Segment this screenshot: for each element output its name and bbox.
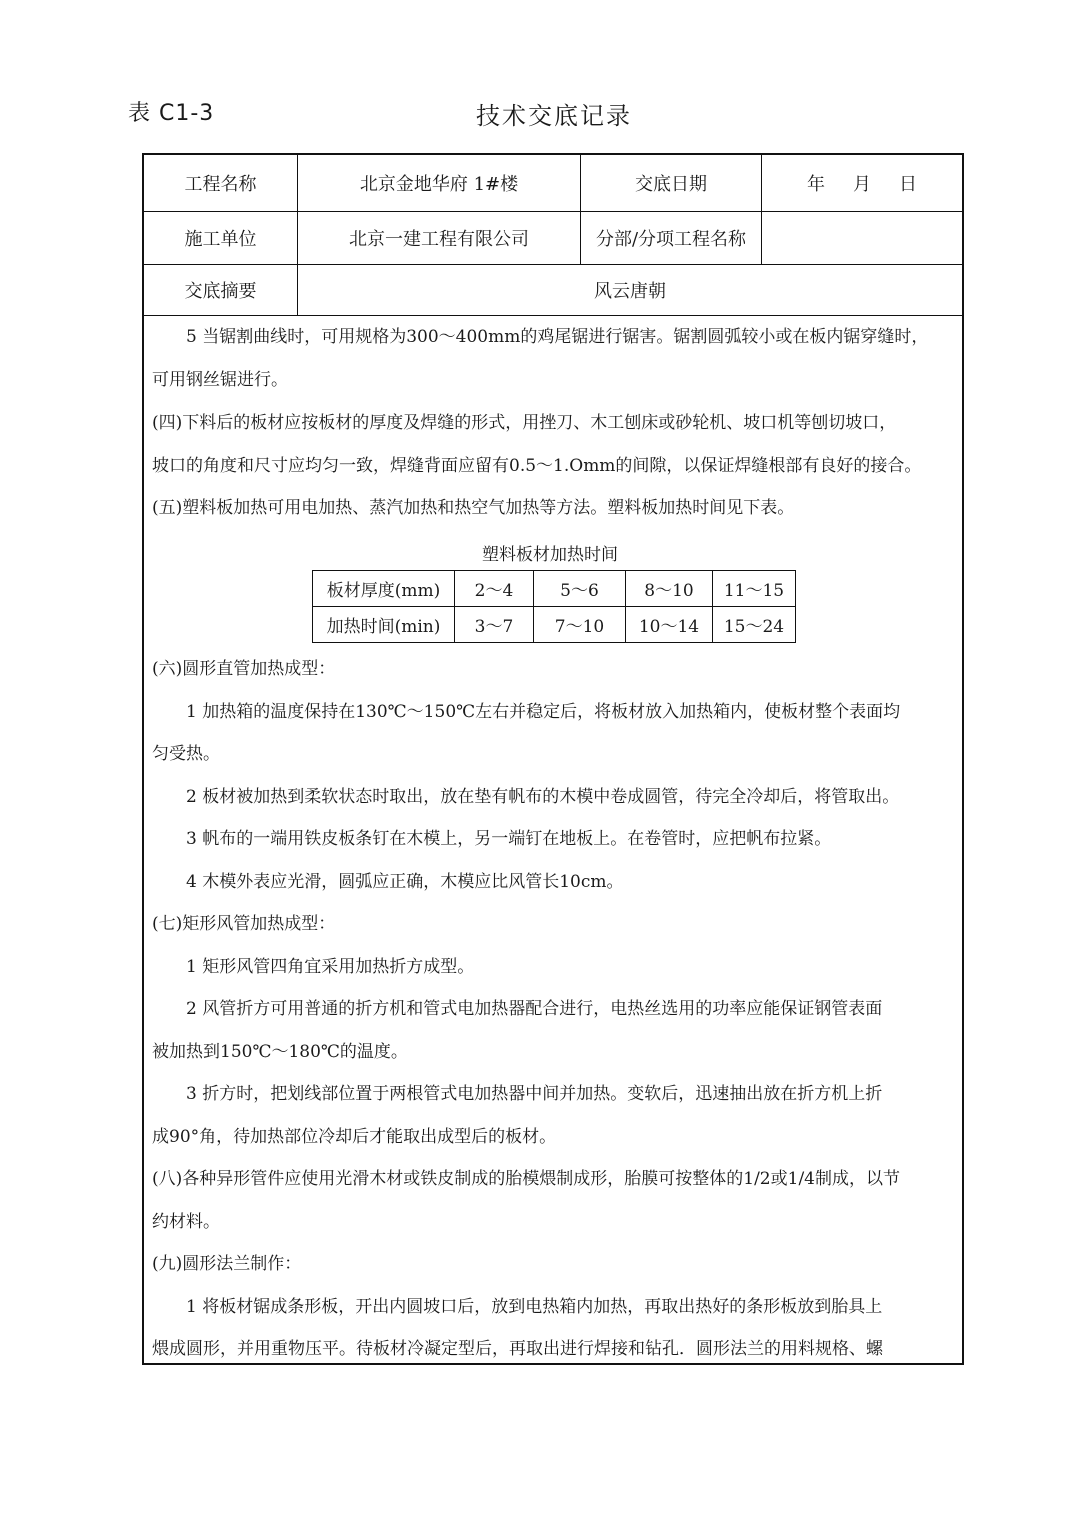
paragraph: 2 风管折方可用普通的折方机和管式电加热器配合进行，电热丝选用的功率应能保证钢管表面 — [186, 999, 883, 1019]
table-cell: 11～15 — [713, 571, 796, 607]
date-label: 交底日期 — [581, 155, 762, 211]
paragraph: 可用钢丝锯进行。 — [152, 370, 288, 390]
table-cell: 15～24 — [713, 607, 796, 643]
paragraph: 4 木模外表应光滑，圆弧应正确，木模应比风管长10cm。 — [186, 872, 624, 892]
heating-time-table — [312, 570, 796, 643]
paragraph: 煨成圆形，并用重物压平。待板材冷凝定型后，再取出进行焊接和钻孔．圆形法兰的用料规格、螺 — [152, 1339, 883, 1359]
paragraph: 1 矩形风管四角宜采用加热折方成型。 — [186, 957, 475, 977]
paragraph: 3 帆布的一端用铁皮板条钉在木模上，另一端钉在地板上。在卷管时，应把帆布拉紧。 — [186, 829, 832, 849]
table-row — [313, 607, 796, 643]
paragraph: 5 当锯割曲线时，可用规格为300～400mm的鸡尾锯进行锯害。锯割圆弧较小或在板内锯穿缝时， — [186, 327, 929, 347]
paragraph: 坡口的角度和尺寸应均匀一致，焊缝背面应留有0.5～1.Omm的间隙，以保证焊缝根部有良好的接合。 — [152, 456, 922, 476]
table-caption: 塑料板材加热时间 — [482, 545, 618, 565]
contractor-value: 北京一建工程有限公司 — [298, 211, 581, 264]
summary-label: 交底摘要 — [144, 264, 298, 315]
project-name-value: 北京金地华府 1#楼 — [298, 155, 581, 211]
paragraph: 匀受热。 — [152, 744, 220, 764]
contractor-label: 施工单位 — [144, 211, 298, 264]
date-month: 月 — [853, 174, 871, 195]
table-cell: 10～14 — [626, 607, 713, 643]
subproject-value — [762, 211, 962, 264]
document-title: 技术交底记录 — [476, 102, 632, 130]
project-name-label: 工程名称 — [144, 155, 298, 211]
date-day: 日 — [899, 174, 917, 195]
paragraph: 3 折方时，把划线部位置于两根管式电加热器中间并加热。变软后，迅速抽出放在折方机上折 — [186, 1084, 883, 1104]
paragraph: 被加热到150℃～180℃的温度。 — [152, 1042, 408, 1062]
table-cell: 5～6 — [534, 571, 626, 607]
paragraph: 约材料。 — [152, 1212, 220, 1232]
paragraph: (七)矩形风管加热成型： — [152, 914, 336, 934]
paragraph: 成90°角，待加热部位冷却后才能取出成型后的板材。 — [152, 1127, 557, 1147]
date-year: 年 — [807, 174, 825, 195]
date-value — [762, 155, 962, 211]
paragraph: 1 加热箱的温度保持在130℃～150℃左右并稳定后，将板材放入加热箱内，使板材整个表面均 — [186, 702, 901, 722]
header-row-project — [144, 155, 962, 212]
table-cell: 2～4 — [455, 571, 534, 607]
paragraph: 2 板材被加热到柔软状态时取出，放在垫有帆布的木模中卷成圆管，待完全冷却后，将管取出。 — [186, 787, 900, 807]
summary-value: 风云唐朝 — [594, 280, 666, 302]
subproject-label: 分部/分项工程名称 — [581, 211, 762, 264]
table-cell: 3～7 — [455, 607, 534, 643]
paragraph: (六)圆形直管加热成型： — [152, 659, 336, 679]
header-row-contractor — [144, 211, 962, 265]
form-code: 表 C1-3 — [128, 101, 215, 126]
paragraph: (五)塑料板加热可用电加热、蒸汽加热和热空气加热等方法。塑料板加热时间见下表。 — [152, 498, 795, 518]
paragraph: (四)下料后的板材应按板材的厚度及焊缝的形式，用挫刀、木工刨床或砂轮机、坡口机等刨切坡口， — [152, 413, 897, 433]
table-cell: 7～10 — [534, 607, 626, 643]
table-row — [313, 571, 796, 607]
table-cell: 加热时间(min) — [313, 607, 455, 643]
table-cell: 板材厚度(mm) — [313, 571, 455, 607]
header-row-summary — [144, 264, 962, 316]
paragraph: (八)各种异形管件应使用光滑木材或铁皮制成的胎模煨制成形，胎膜可按整体的1/2或1/4制成，以节 — [152, 1169, 900, 1189]
table-cell: 8～10 — [626, 571, 713, 607]
paragraph: 1 将板材锯成条形板，开出内圆坡口后，放到电热箱内加热，再取出热好的条形板放到胎具上 — [186, 1297, 883, 1317]
paragraph: (九)圆形法兰制作： — [152, 1254, 302, 1274]
